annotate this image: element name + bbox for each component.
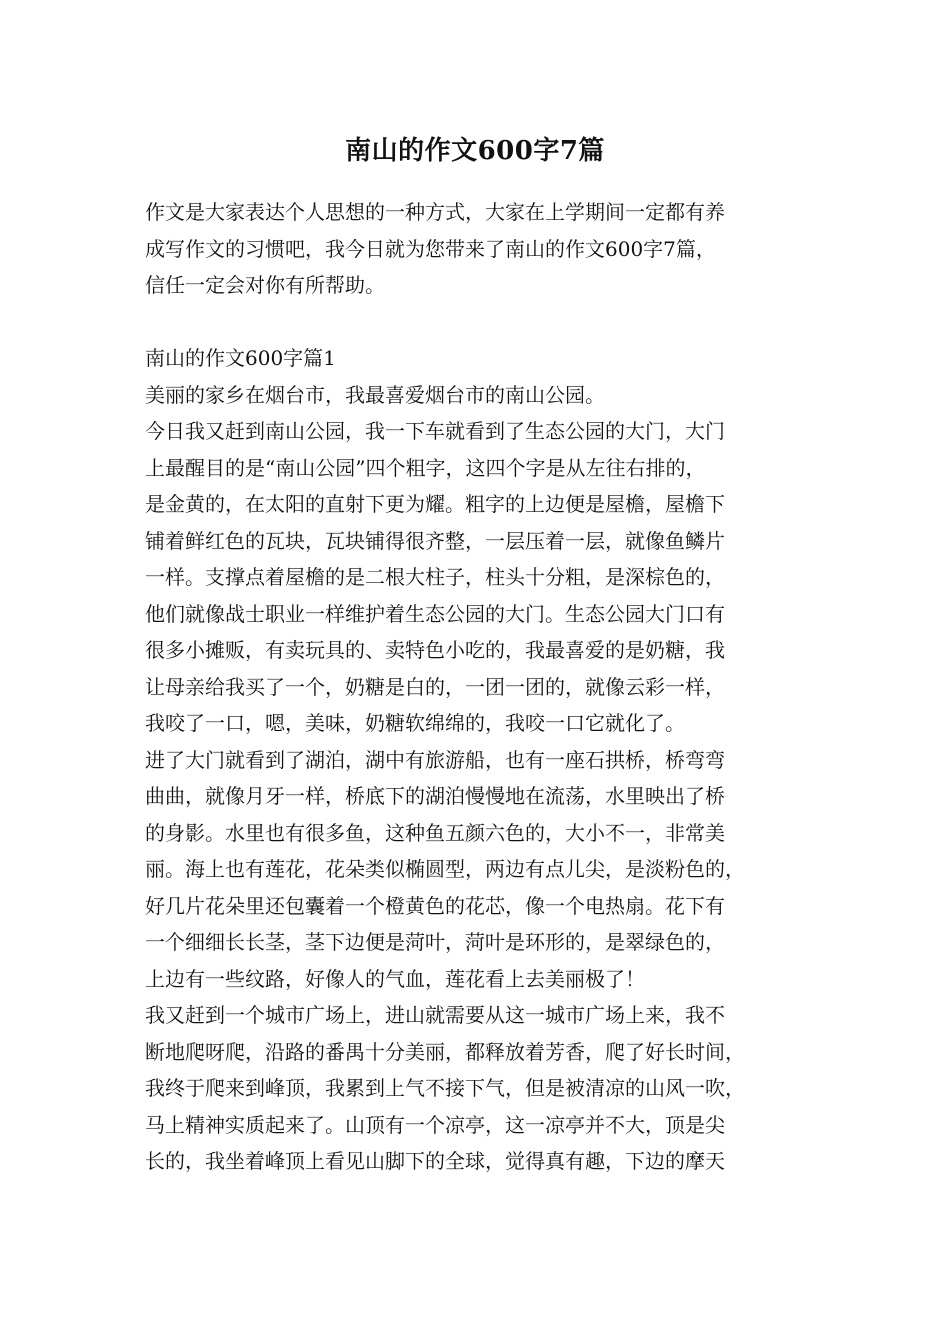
document-title: 南山的作文600字7篇 xyxy=(345,136,605,166)
intro-paragraph: 作文是大家表达个人思想的一种方式，大家在上学期间一定都有养 成写作文的习惯吧，我今日就为您带来了南山的作文600字7篇， 信任一定会对你有所帮助。 xyxy=(145,200,725,297)
section-heading: 南山的作文600字篇1 xyxy=(145,346,336,370)
paragraph-spacer xyxy=(145,304,825,341)
body-paragraph-2: 今日我又赶到南山公园，我一下车就看到了生态公园的大门，大门 上最醒目的是“南山公园”四个粗字，这四个字是从左往右排的， 是金黄的，在太阳的直射下更为耀。粗字的上边便是屋檐，屋檐下 铺着鲜红色的瓦块，瓦块铺得很齐整，一层压着一层，就像鱼鳞片 一样。支撑点着屋檐的是二根大柱子，柱头十分粗，是深棕色的， 他们就像战士职业一样维护着生态公园的大门。生态公园大门口有 很多小摊贩，有卖玩具的、卖特色小吃的，我最喜爱的是奶糖，我 让母亲给我买了一个，奶糖是白的，一团一团的，就像云彩一样， 我咬了一口，嗯，美味，奶糖软绵绵的，我咬一口它就化了。 xyxy=(145,419,725,735)
body-paragraph-3: 进了大门就看到了湖泊，湖中有旅游船，也有一座石拱桥，桥弯弯 曲曲，就像月牙一样，桥底下的湖泊慢慢地在流荡，水里映出了桥 的身影。水里也有很多鱼，这种鱼五颜六色的，大小不一，非常美 丽。海上也有莲花，花朵类似椭圆型，两边有点儿尖，是淡粉色的， 好几片花朵里还包囊着一个橙黄色的花芯，像一个电热扇。花下有 一个细细长长茎，茎下边便是菏叶，菏叶是环形的，是翠绿色的， 上边有一些纹路，好像人的气血，莲花看上去美丽极了！ xyxy=(145,747,745,991)
body-paragraph-4: 我又赶到一个城市广场上，进山就需要从这一城市广场上来，我不 断地爬呀爬，沿路的番禺十分美丽，都释放着芳香，爬了好长时间， 我终于爬来到峰顶，我累到上气不接下气，但是被清凉的山风一吹， 马上精神实质起来了。山顶有一个凉亭，这一凉亭并不大，顶是尖 长的，我坐着峰顶上看见山脚下的全球，觉得真有趣，下边的摩天 xyxy=(145,1003,745,1173)
document-body xyxy=(145,194,825,1180)
body-paragraph-1: 美丽的家乡在烟台市，我最喜爱烟台市的南山公园。 xyxy=(145,382,605,407)
